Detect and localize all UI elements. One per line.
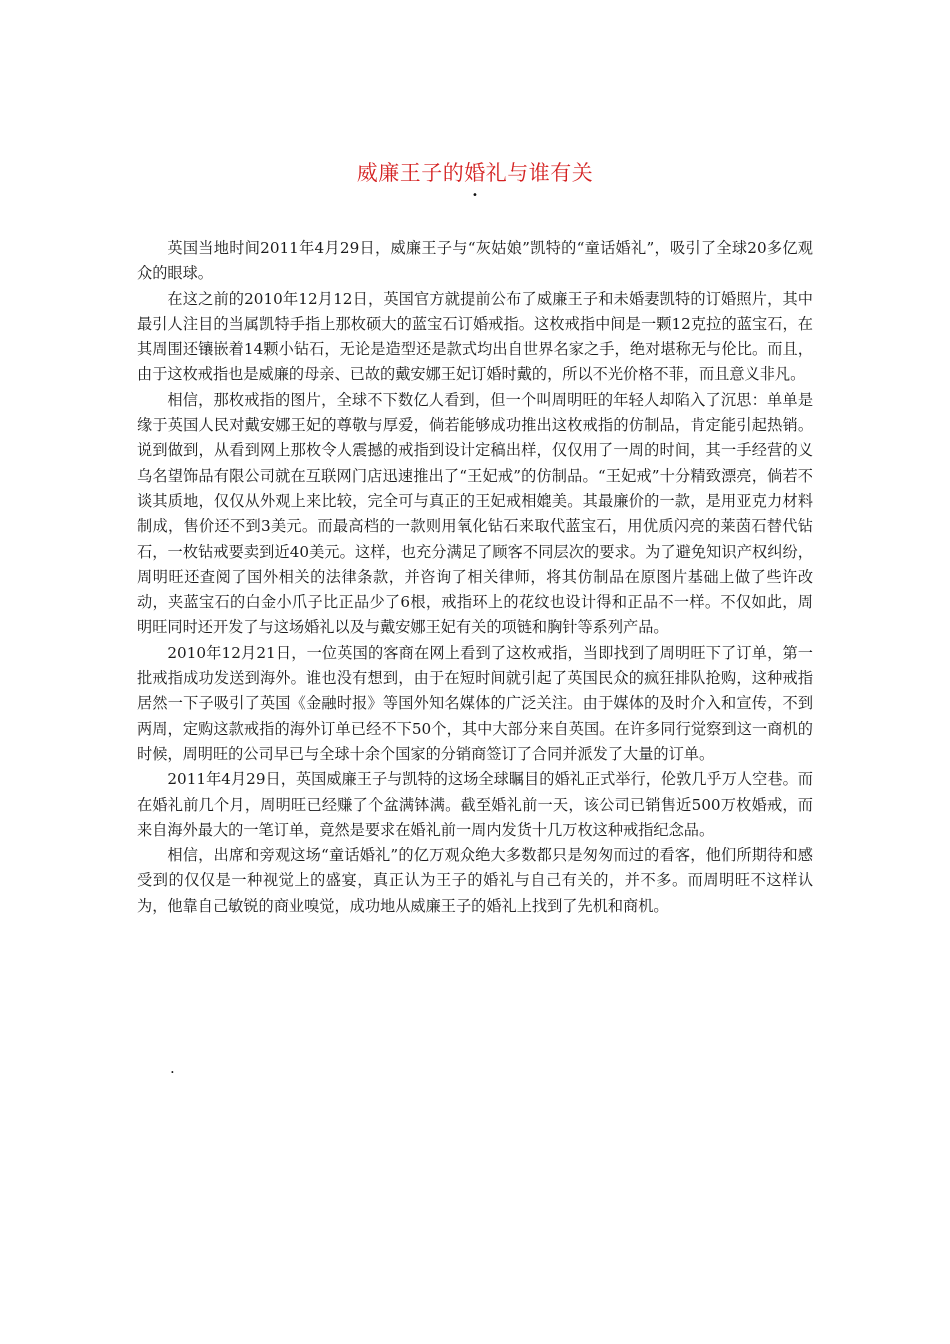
title-bullet: • — [472, 190, 478, 201]
article-body — [137, 236, 813, 919]
paragraph: 相信，那枚戒指的图片，全球不下数亿人看到，但一个叫周明旺的年轻人却陷入了沉思：单单是缘于英国人民对戴安娜王妃的尊敬与厚爱，倘若能够成功推出这枚戒指的仿制品，肯定能引起热销。说到做到，从看到网上那枚令人震撼的戒指到设计定稿出样，仅仅用了一周的时间，其一手经营的义乌名望饰品有限公司就在互联网门店迅速推出了“王妃戒”的仿制品。“王妃戒”十分精致漂亮，倘若不谈其质地，仅仅从外观上来比较，完全可与真正的王妃戒相媲美。其最廉价的一款，是用亚克力材料制成，售价还不到3美元。而最高档的一款则用氧化钻石来取代蓝宝石，用优质闪亮的莱茵石替代钻石，一枚钻戒要卖到近40美元。这样，也充分满足了顾客不同层次的要求。为了避免知识产权纠纷，周明旺还查阅了国外相关的法律条款，并咨询了相关律师，将其仿制品在原图片基础上做了些许改动，夹蓝宝石的白金小爪子比正品少了6根，戒指环上的花纹也设计得和正品不一样。不仅如此，周明旺同时还开发了与这场婚礼以及与戴安娜王妃有关的项链和胸针等系列产品。 — [137, 390, 813, 637]
paragraph: 相信，出席和旁观这场“童话婚礼”的亿万观众绝大多数都只是匆匆而过的看客，他们所期待和感受到的仅仅是一种视觉上的盛宴，真正认为王子的婚礼与自己有关的，并不多。而周明旺不这样认为，他靠自己敏锐的商业嗅觉，成功地从威廉王子的婚礼上找到了先机和商机。 — [137, 846, 813, 915]
paragraph: 2011年4月29日，英国威廉王子与凯特的这场全球瞩目的婚礼正式举行，伦敦几乎万人空巷。而在婚礼前几个月，周明旺已经赚了个盆满钵满。截至婚礼前一天，该公司已销售近500万枚婚戒，而来自海外最大的一笔订单，竟然是要求在婚礼前一周内发货十几万枚这种戒指纪念品。 — [137, 770, 813, 839]
article-title: 威廉王子的婚礼与谁有关 — [356, 161, 594, 185]
end-mark: . — [170, 1059, 175, 1077]
paragraph: 2010年12月21日，一位英国的客商在网上看到了这枚戒指，当即找到了周明旺下了订单，第一批戒指成功发送到海外。谁也没有想到，由于在短时间就引起了英国民众的疯狂排队抢购，这种戒指居然一下子吸引了英国《金融时报》等国外知名媒体的广泛关注。由于媒体的及时介入和宣传，不到两周，定购这款戒指的海外订单已经不下50个，其中大部分来自英国。在许多同行觉察到这一商机的时候，周明旺的公司早已与全球十余个国家的分销商签订了合同并派发了大量的订单。 — [137, 643, 813, 763]
paragraph: 在这之前的2010年12月12日，英国官方就提前公布了威廉王子和未婚妻凯特的订婚照片，其中最引人注目的当属凯特手指上那枚硕大的蓝宝石订婚戒指。这枚戒指中间是一颗12克拉的蓝宝石，在其周围还镶嵌着14颗小钻石，无论是造型还是款式均出自世界名家之手，绝对堪称无与伦比。而且，由于这枚戒指也是威廉的母亲、已故的戴安娜王妃订婚时戴的，所以不光价格不菲，而且意义非凡。 — [137, 289, 813, 384]
paragraph: 英国当地时间2011年4月29日，威廉王子与“灰姑娘”凯特的“童话婚礼”，吸引了全球20多亿观众的眼球。 — [137, 239, 813, 283]
